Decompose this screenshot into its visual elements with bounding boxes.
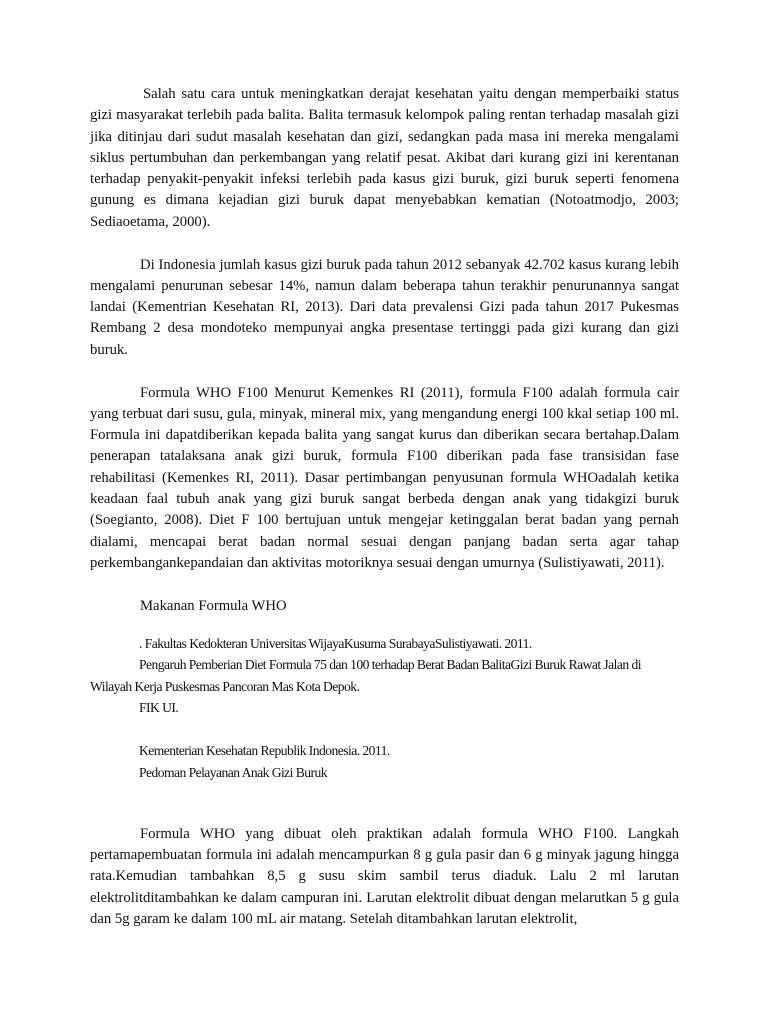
- reference-block-2: [90, 740, 679, 783]
- reference-line: Wilayah Kerja Puskesmas Pancoran Mas Kota Depok.: [90, 678, 360, 694]
- paragraph-gap: [90, 574, 679, 596]
- paragraph-formula-f100: Formula WHO F100 Menurut Kemenkes RI (2011), formula F100 adalah formula cair yang terbuat dari susu, gula, minyak, mineral mix, yang mengandung energi 100 kkal setiap 100 ml. Formula ini dapatdiberikan kepada balita yang sangat kurus dan diberikan secara bertahap.Dalam penerapan tatalaksana anak gizi buruk, formula F100 diberikan pada fase transisidan fase rehabilitasi (Kemenkes RI, 2011). Dasar pertimbangan penyusunan formula WHOadalah ketika keadaan faal tubuh anak yang gizi buruk sangat berbeda dengan anak yang tidakgizi buruk (Soegianto, 2008). Diet F 100 bertujuan untuk mengejar ketinggalan berat badan yang pernah dialami, mencapai berat badan normal sesuai dengan panjang badan serta agar tahap perkembangankepandaian dan aktivitas motoriknya sesuai dengan umurnya (Sulistiyawati, 2011).: [90, 384, 679, 571]
- reference-line: FIK UI.: [139, 699, 179, 715]
- paragraph-formula-preparation: Formula WHO yang dibuat oleh praktikan adalah formula WHO F100. Langkah pertamapembuatan formula ini adalah mencampurkan 8 g gula pasir dan 6 g minyak jagung hingga rata.Kemudian tambahkan 8,5 g susu skim sambil terus diaduk. Lalu 2 ml larutan elektrolitditambahkan ke dalam campuran ini. Larutan elektrolit dibuat dengan melarutkan 5 g gula dan 5g garam ke dalam 100 mL air matang. Setelah ditambahkan larutan elektrolit,: [90, 825, 679, 927]
- reference-line: Kementerian Kesehatan Republik Indonesia. 2011.: [139, 743, 390, 759]
- paragraph-indonesia-cases: Di Indonesia jumlah kasus gizi buruk pada tahun 2012 sebanyak 42.702 kasus kurang lebih mengalami penurunan sebesar 14%, namun dalam beberapa tahun terakhir penurunannya sangat landai (Kementrian Kesehatan RI, 2013). Dari data prevalensi Gizi pada tahun 2017 Pukesmas Rembang 2 desa mondoteko mempunyai angka presentase tertinggi pada gizi kurang dan gizi buruk.: [90, 256, 679, 358]
- reference-line: . Fakultas Kedokteran Universitas WijayaKusuma SurabayaSulistiyawati. 2011.: [139, 636, 532, 652]
- reference-line: Pedoman Pelayanan Anak Gizi Buruk: [139, 764, 327, 780]
- section-heading: Makanan Formula WHO: [140, 597, 287, 614]
- paragraph-gap: [90, 233, 679, 255]
- document-page: [90, 84, 679, 930]
- reference-block-1: [90, 633, 679, 718]
- reference-line: Pengaruh Pemberian Diet Formula 75 dan 100 terhadap Berat Badan BalitaGizi Buruk Rawat Jalan di: [139, 657, 641, 673]
- paragraph-gap: [90, 361, 679, 383]
- paragraph-intro: Salah satu cara untuk meningkatkan derajat kesehatan yaitu dengan memperbaiki status gizi masyarakat terlebih pada balita. Balita termasuk kelompok paling rentan terhadap masalah gizi jika ditinjau dari sudut masalah kesehatan dan gizi, sedangkan pada masa ini mereka mengalami siklus pertumbuhan dan perkembangan yang relatif pesat. Akibat dari kurang gizi ini kerentanan terhadap penyakit-penyakit infeksi terlebih pada kasus gizi buruk, gizi buruk seperti fenomena gunung es dimana kejadian gizi buruk dapat menyebabkan kematian (Notoatmodjo, 2003; Sediaoetama, 2000).: [90, 86, 679, 230]
